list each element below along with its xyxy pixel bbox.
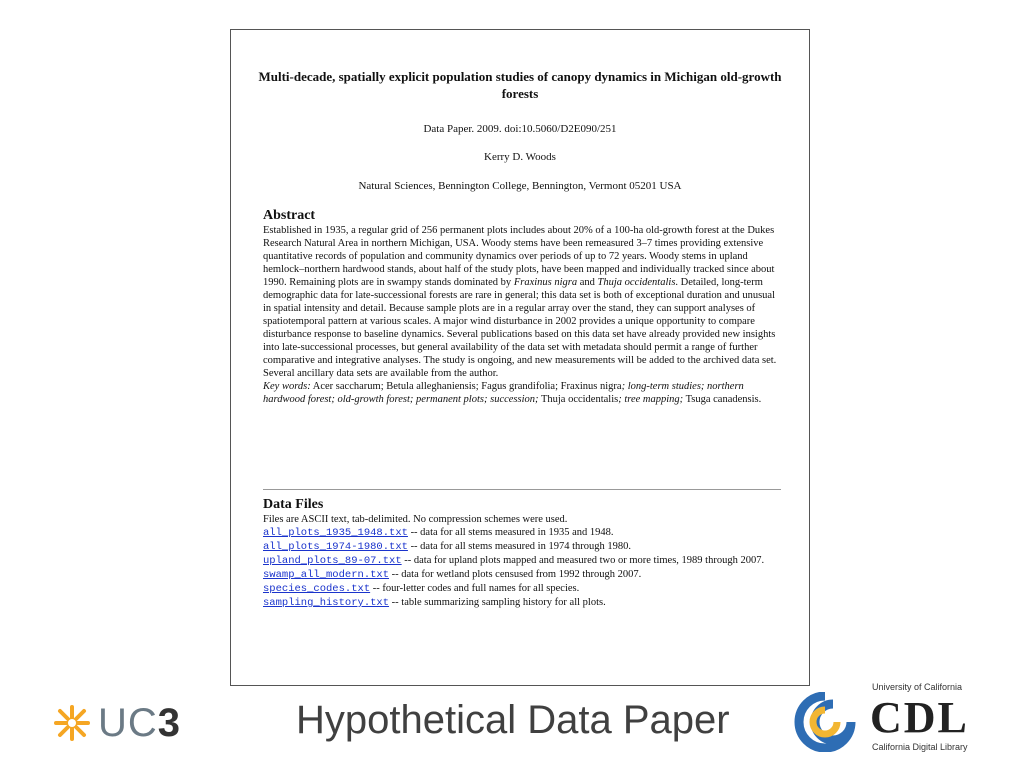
uc3-asterisk-icon: [52, 703, 92, 743]
cdl-logo: [792, 682, 992, 754]
file-link[interactable]: all_plots_1974-1980.txt: [263, 541, 408, 553]
data-files-heading: Data Files: [263, 497, 324, 512]
citation-line: Data Paper. 2009. doi:10.5060/D2E090/251: [423, 123, 617, 135]
data-files-intro: Files are ASCII text, tab-delimited. No compression schemes were used.: [263, 514, 568, 525]
file-item: species_codes.txt -- four-letter codes and full names for all species.: [263, 583, 580, 595]
cdl-library-text: California Digital Library: [872, 742, 968, 752]
cdl-swirl-icon: [792, 692, 858, 752]
file-item: upland_plots_89-07.txt -- data for upland plots mapped and measured two or more times, 1989 through 2007.: [263, 555, 765, 567]
abstract-heading: Abstract: [263, 208, 316, 223]
keywords: Key words: Acer saccharum; Betula alleghaniensis; Fagus grandifolia; Fraxinus nigra; long-term studies; northern hardwood forest; old-growth forest; permanent plots; succession; Thuja occidentalis; tree mapping; Tsuga canadensis.: [263, 381, 762, 405]
file-item: all_plots_1974-1980.txt -- data for all stems measured in 1974 through 1980.: [263, 541, 632, 553]
uc3-logo: UC3: [52, 700, 181, 746]
cdl-university-text: University of California: [872, 682, 963, 692]
species-fraxinus: Fraxinus nigra: [513, 277, 578, 288]
file-item: all_plots_1935_1948.txt -- data for all stems measured in 1935 and 1948.: [263, 527, 614, 539]
cdl-letters: CDL: [870, 693, 969, 742]
author-name: Kerry D. Woods: [484, 151, 556, 163]
file-link[interactable]: swamp_all_modern.txt: [263, 569, 390, 581]
affiliation: Natural Sciences, Bennington College, Bennington, Vermont 05201 USA: [358, 180, 682, 192]
slide-caption: Hypothetical Data Paper: [296, 698, 730, 742]
data-paper-page: [230, 29, 810, 686]
keywords-label: Key words:: [263, 381, 311, 392]
file-link[interactable]: species_codes.txt: [263, 583, 371, 595]
file-link[interactable]: all_plots_1935_1948.txt: [263, 527, 408, 539]
file-item: sampling_history.txt -- table summarizing sampling history for all plots.: [263, 597, 606, 609]
file-item: swamp_all_modern.txt -- data for wetland plots censused from 1992 through 2007.: [263, 569, 642, 581]
file-link[interactable]: sampling_history.txt: [263, 597, 390, 609]
file-list: [263, 526, 783, 610]
species-thuja: Thuja occidentalis: [597, 277, 676, 288]
data-files-section: [263, 497, 783, 610]
section-divider: [263, 489, 781, 490]
abstract-section: [263, 208, 783, 406]
file-link[interactable]: upland_plots_89-07.txt: [263, 555, 402, 567]
abstract-text: Established in 1935, a regular grid of 256 permanent plots includes about 20% of a 100-ha old-growth forest at the Dukes Research Natural Area in northern Michigan, USA. Woody stems have been remeasured 3–7 times providing extensive quantitative records of population and community dynamics over periods of up to 72 years. Woody stems in upland hemlock–northern hardwood stands, about half of the study plots, have been mapped and individually tracked since about 1990. Remaining plots are in swampy stands dominated by Fraxinus nigra and Thuja occidentalis. Detailed, long-term demographic data for late-successional forests are rare in general; this data set is both of exceptional duration and unusual in spatial intensity and detail. Because sample plots are in a regular array over the stand, they can support analyses of spatiotemporal pattern at various scales. A major wind disturbance in 2002 provides a unique opportunity to compare disturbance response to baseline dynamics. Several publications based on this data set have already provided new insights into late-successional processes, but general availability of the data set with metadata should permit a range of further comparative and integrative analyses. The study is ongoing, and new measurements will be added to the archived data set. Several ancillary data sets are available from the author.: [263, 225, 777, 379]
paper-title: Multi-decade, spatially explicit population studies of canopy dynamics in Michigan old-growth forests: [258, 69, 782, 101]
